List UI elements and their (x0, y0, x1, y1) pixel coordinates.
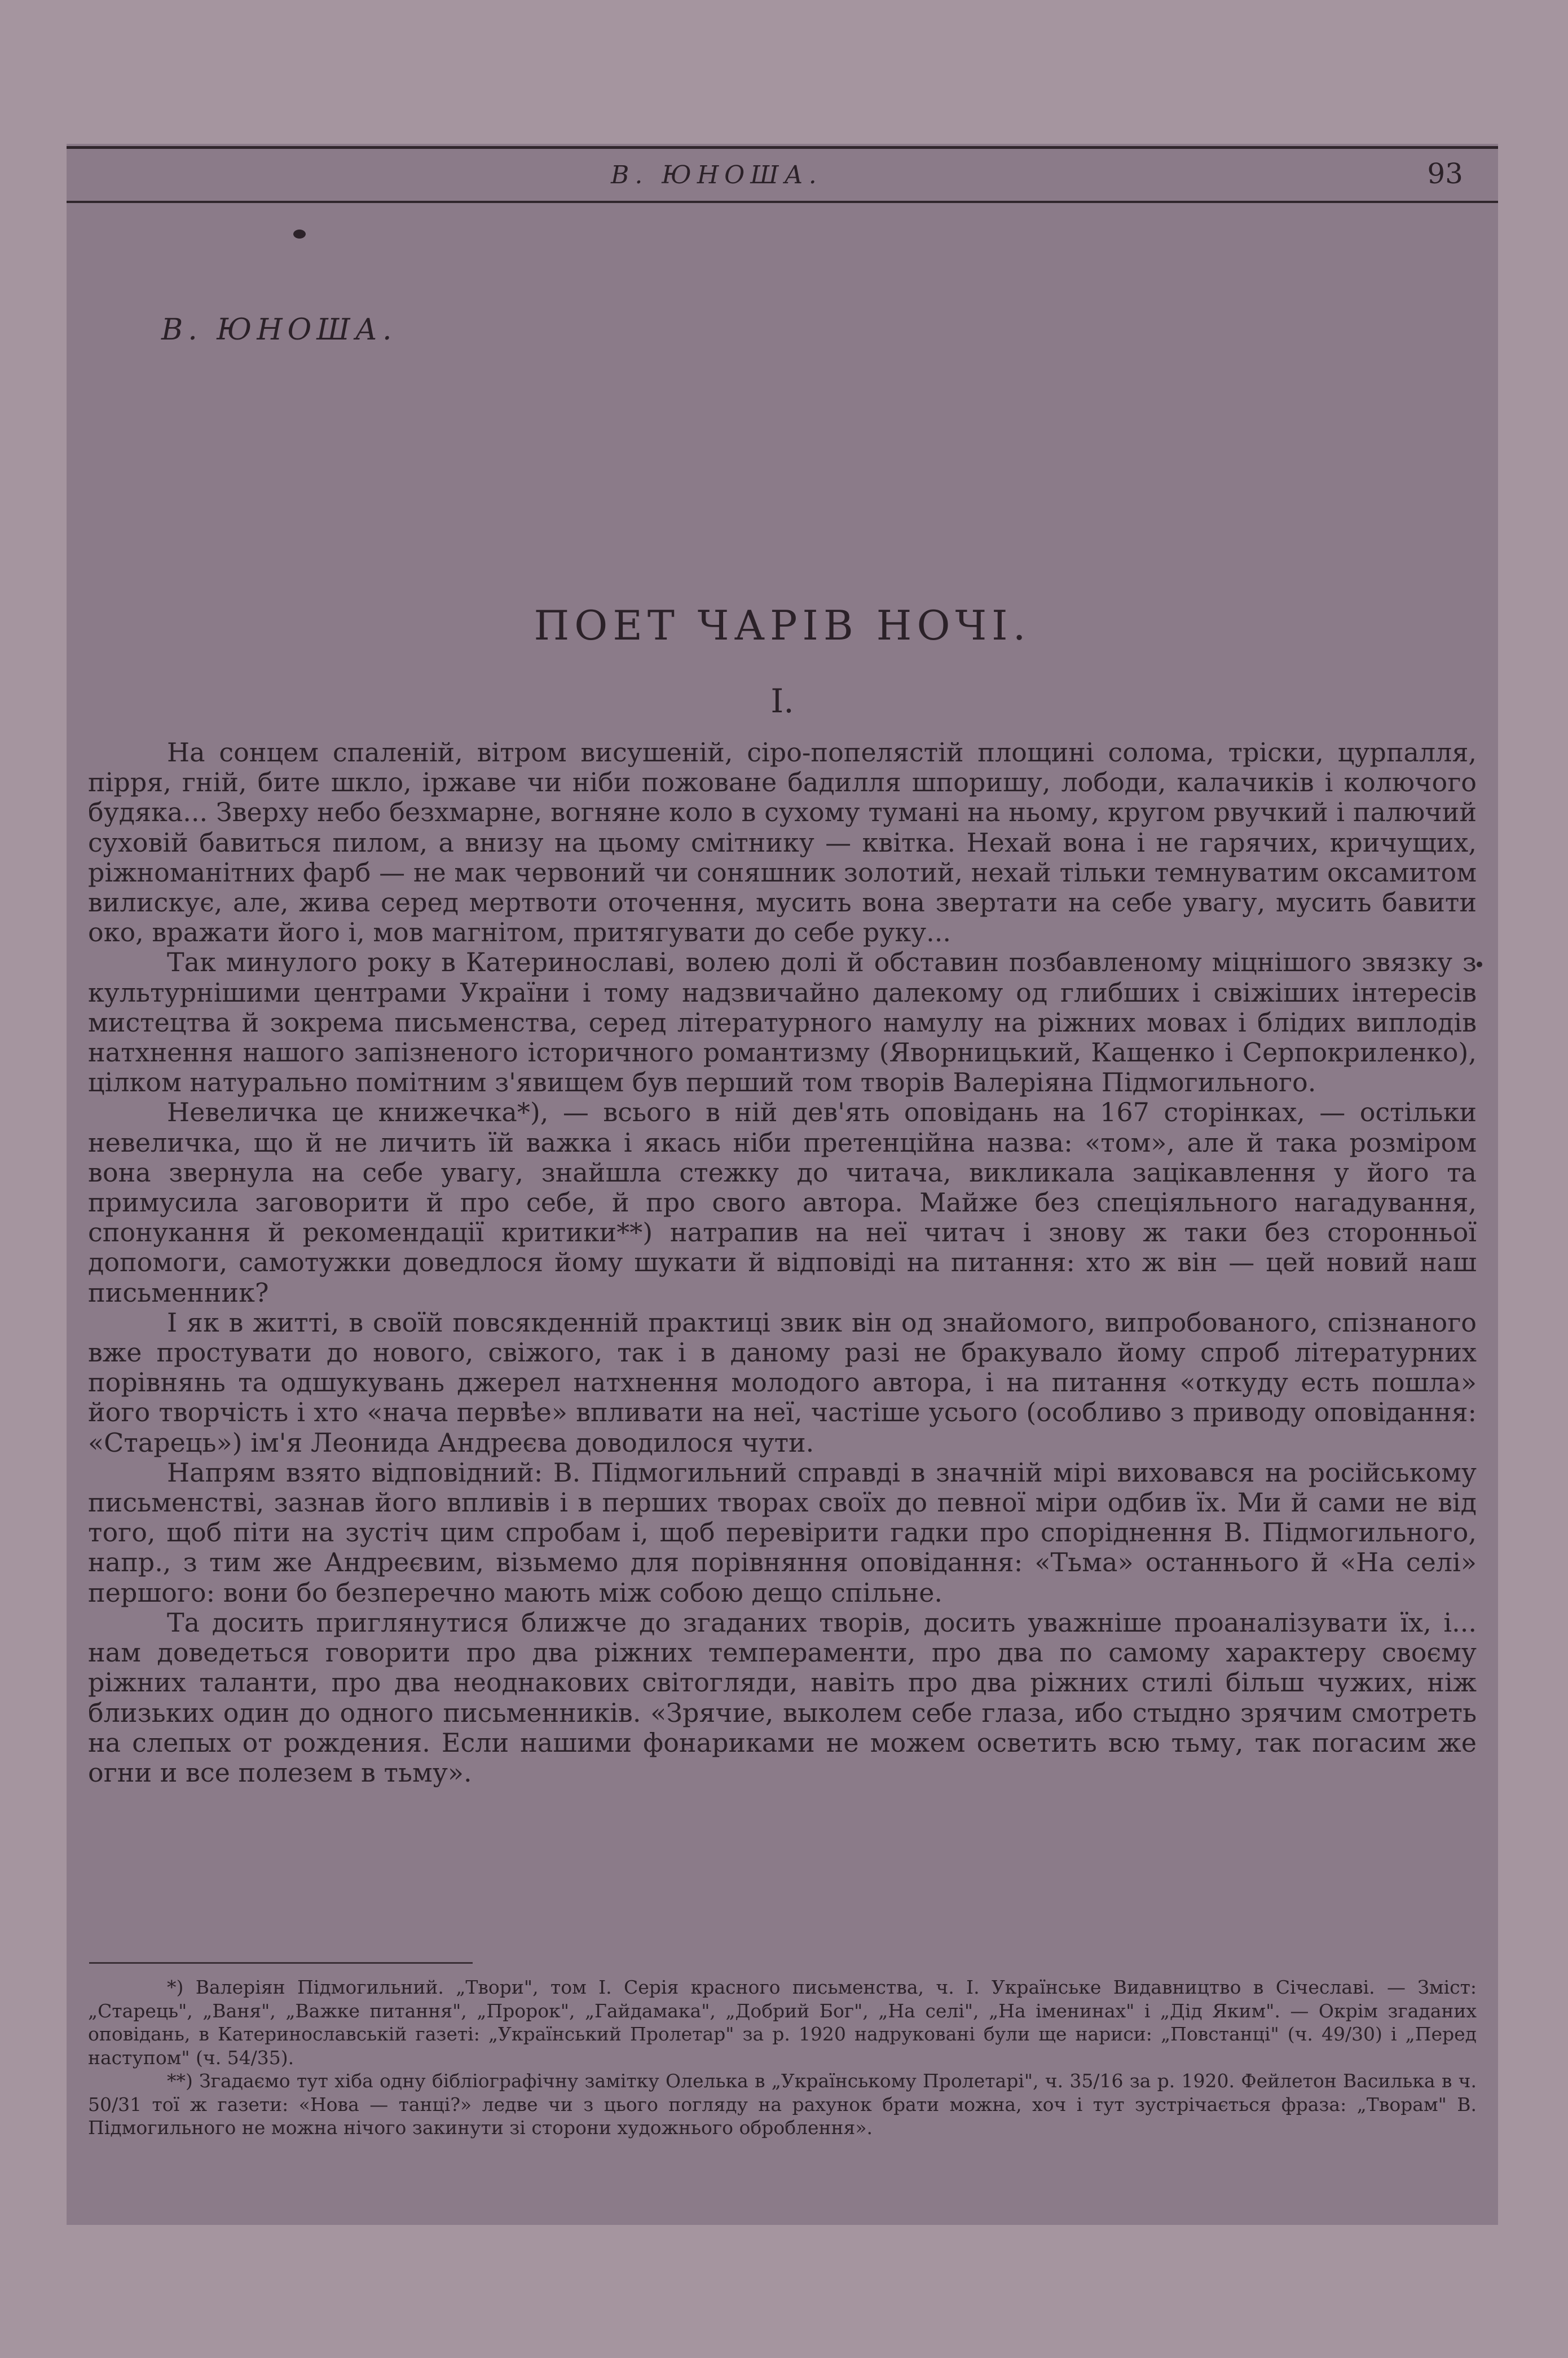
running-header (67, 157, 1498, 195)
header-bottom-rule (67, 201, 1498, 203)
footnote: **) Згадаємо тут хіба одну бібліографічну замітку Олелька в „Українському Пролетарі", ч. 35/16 за р. 1920. Фейлетон Василька в ч. 50/31 тої ж газети: «Нова — танці?» ледве чи з цього погляду на рахунок брати можна, хоч і тут зустрічається фраза: „Творам" В. Підмогильного не можна нічого закинути зі сторони художнього оброблення». (88, 2070, 1477, 2139)
article-author: В. ЮНОША. (161, 313, 397, 347)
article-title: ПОЕТ ЧАРІВ НОЧІ. (534, 602, 1031, 649)
footnotes (88, 1976, 1477, 2140)
paragraph: Напрям взято відповідний: В. Підмогильний справді в значній мірі виховався на російському письменстві, зазнав його впливів і в перших творах своїх до певної міри одбив їх. Ми й сами не від того, щоб піти на зустіч цим спробам і, щоб перевірити гадки про споріднення В. Підмогильного, напр., з тим же Андреєвим, візьмемо для порівняння оповідання: «Тьма» останнього й «На селі» першого: вони бо безперечно мають між собою дещо спільне. (88, 1457, 1477, 1608)
running-head-title: В. ЮНОША. (611, 161, 822, 189)
book-page (67, 144, 1498, 2225)
body-text (88, 738, 1477, 1788)
header-top-rule (67, 146, 1498, 149)
section-number: І. (770, 682, 794, 720)
paragraph: І як в житті, в своїй повсякденній практиці звик він од знайомого, випробованого, спізнаного вже простувати до нового, свіжого, так і в даному разі не бракувало йому спроб літературних порівнянь та одшукувань джерел натхнення молодого автора, і на питання «откуду есть пошла» його творчість і хто «нача первѣе» впливати на неї, частіше усього (особливо з приводу оповідання: «Старець») ім'я Леонида Андреєва доводилося чути. (88, 1307, 1477, 1458)
footnote: *) Валеріян Підмогильний. „Твори", том I. Серія красного письменства, ч. I. Українське Видавництво в Січеславі. — Зміст: „Старець", „Ваня", „Важке питання", „Пророк", „Гайдамака", „Добрий Бог", „На селі", „На іменинах" і „Дід Яким". — Окрім згаданих оповідань, в Катеринославській газеті: „Український Пролетар" за р. 1920 надруковані були ще нариси: „Повстанці" (ч. 49/30) і „Перед наступом" (ч. 54/35). (88, 1976, 1477, 2069)
paragraph: Невеличка це книжечка*), — всього в ній дев'ять оповідань на 167 сторінках, — остільки невеличка, що й не личить їй важка і якась ніби претенційна назва: «том», але й така розміром вона звернула на себе увагу, знайшла стежку до читача, викликала зацікавлення у його та примусила заговорити й про себе, й про свого автора. Майже без спеціяльного нагадування, спонукання й рекомендації критики**) натрапив на неї читач і знову ж таки без сторонньої допомоги, самотужки доведлося йому шукати й відповіді на питання: хто ж він — цей новий наш письменник? (88, 1097, 1477, 1308)
paragraph: Так минулого року в Катеринославі, волею долі й обставин позбавленому міцнішого звязку з культурнішими центрами України і тому надзвичайно далекому од глибших і свіжіших інтересів мистецтва й зокрема письменства, серед літературного намулу на ріжних мовах і блідих виплодів натхнення нашого запізненого історичного романтизму (Яворницький, Кащенко і Серпокриленко), цілком натурально помітним з'явищем був перший том творів Валеріяна Підмогильного. (88, 947, 1477, 1098)
paragraph: На сонцем спаленій, вітром висушеній, сіро-попелястій площині солома, тріски, цурпалля, пірря, гній, бите шкло, іржаве чи ніби пожоване бадилля шпоришу, лободи, калачиків і колючого будяка... Зверху небо безхмарне, вогняне коло в сухому тумані на ньому, кругом рвучкий і палючий суховій бавиться пилом, а внизу на цьому смітнику — квітка. Нехай вона і не гарячих, кричущих, ріжноманітних фарб — не мак червоний чи соняшник золотий, нехай тільки темнуватим оксамитом вилискує, але, жива серед мертвоти оточення, мусить вона звертати на себе увагу, мусить бавити око, вражати його і, мов магнітом, притягувати до себе руку... (88, 737, 1477, 948)
ink-speck (293, 230, 306, 239)
paragraph: Та досить приглянутися ближче до згаданих творів, досить уважніше проаналізувати їх, і... нам доведеться говорити про два ріжних темпераменти, про два по самому характеру своєму ріжних таланти, про два неоднакових світогляди, навіть про два ріжних стилі більш чужих, ніж близьких один до одного письменників. «Зрячие, выколем себе глаза, ибо стыдно зрячим смотреть на слепых от рождения. Если нашими фонариками не можем осветить всю тьму, так погасим же огни и все полезем в тьму». (88, 1607, 1477, 1788)
ink-speck (1477, 962, 1482, 967)
page-number: 93 (1427, 157, 1463, 190)
footnote-rule (89, 1962, 473, 1964)
